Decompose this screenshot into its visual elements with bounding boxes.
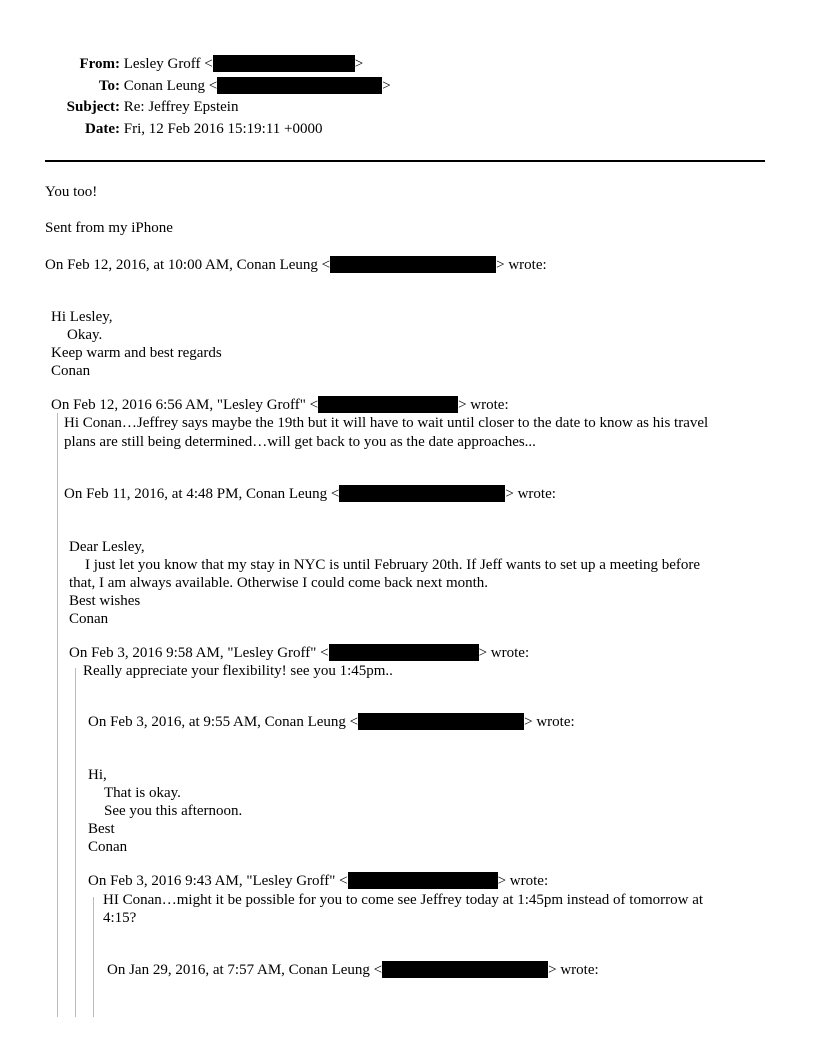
subject-value: Re: Jeffrey Epstein [123, 99, 239, 115]
quote-attribution-5: On Feb 3, 2016, at 9:55 AM, Conan Leung < > wrote: [88, 714, 575, 730]
signature-text: Sent from my iPhone [45, 220, 173, 236]
redaction [213, 55, 355, 72]
redaction [329, 644, 479, 661]
msg3-line: Conan [69, 611, 109, 627]
quote-bar [75, 668, 76, 1017]
quote-attribution-1: On Feb 12, 2016, at 10:00 AM, Conan Leung < > wrote: [45, 257, 547, 273]
msg3-line: Best wishes [69, 593, 141, 609]
msg5-line: Best [88, 821, 115, 837]
date-value: Fri, 12 Feb 2016 15:19:11 +0000 [123, 121, 323, 137]
msg1-line: Conan [51, 363, 91, 379]
quote-attribution-7: On Jan 29, 2016, at 7:57 AM, Conan Leung < > wrote: [107, 962, 599, 978]
msg1-line: Hi Lesley, [51, 309, 113, 325]
header-divider [45, 160, 765, 162]
msg4-line: Really appreciate your flexibility! see you 1:45pm.. [83, 663, 393, 679]
header-date [40, 120, 323, 138]
msg3-line: I just let you know that my stay in NYC is until February 20th. If Jeff wants to set up a meeting before [85, 557, 701, 573]
msg6-line: 4:15? [103, 910, 137, 926]
msg5-line: That is okay. [104, 785, 181, 801]
redaction [358, 713, 524, 730]
msg1-line: Okay. [67, 327, 103, 343]
msg5-line: Conan [88, 839, 128, 855]
msg6-line: HI Conan…might it be possible for you to come see Jeffrey today at 1:45pm instead of tomorrow at [103, 892, 704, 908]
from-end: > [354, 56, 364, 72]
msg5-line: See you this afternoon. [104, 803, 243, 819]
msg5-line: Hi, [88, 767, 107, 783]
redaction [339, 485, 505, 502]
redaction [348, 872, 498, 889]
date-label: Date: [85, 121, 120, 137]
to-name: Conan Leung < [123, 78, 218, 94]
from-label: From: [79, 56, 120, 72]
quote-bar [93, 897, 94, 1017]
to-label: To: [98, 78, 120, 94]
header-to [40, 77, 391, 95]
to-end: > [382, 78, 391, 94]
msg3-line: that, I am always available. Otherwise I could come back next month. [69, 575, 489, 591]
quote-bar [57, 413, 58, 1017]
quote-attribution-4: On Feb 3, 2016 9:58 AM, "Lesley Groff" < > wrote: [69, 645, 530, 661]
redaction [217, 77, 382, 94]
redaction [382, 961, 548, 978]
reply-text: You too! [45, 184, 98, 200]
quote-attribution-2: On Feb 12, 2016 6:56 AM, "Lesley Groff" < > wrote: [51, 397, 509, 413]
header-subject [40, 98, 238, 116]
subject-label: Subject: [66, 99, 120, 115]
msg3-line: Dear Lesley, [69, 539, 145, 555]
msg2-line: Hi Conan…Jeffrey says maybe the 19th but it will have to wait until closer to the date to know as his travel [64, 415, 709, 431]
quote-attribution-3: On Feb 11, 2016, at 4:48 PM, Conan Leung < > wrote: [64, 486, 556, 502]
header-from [40, 55, 363, 73]
msg2-line: plans are still being determined…will get back to you as the date approaches... [64, 434, 536, 450]
msg1-line: Keep warm and best regards [51, 345, 222, 361]
redaction [318, 396, 458, 413]
from-name: Lesley Groff < [123, 56, 213, 72]
quote-attribution-6: On Feb 3, 2016 9:43 AM, "Lesley Groff" < > wrote: [88, 873, 549, 889]
redaction [330, 256, 496, 273]
